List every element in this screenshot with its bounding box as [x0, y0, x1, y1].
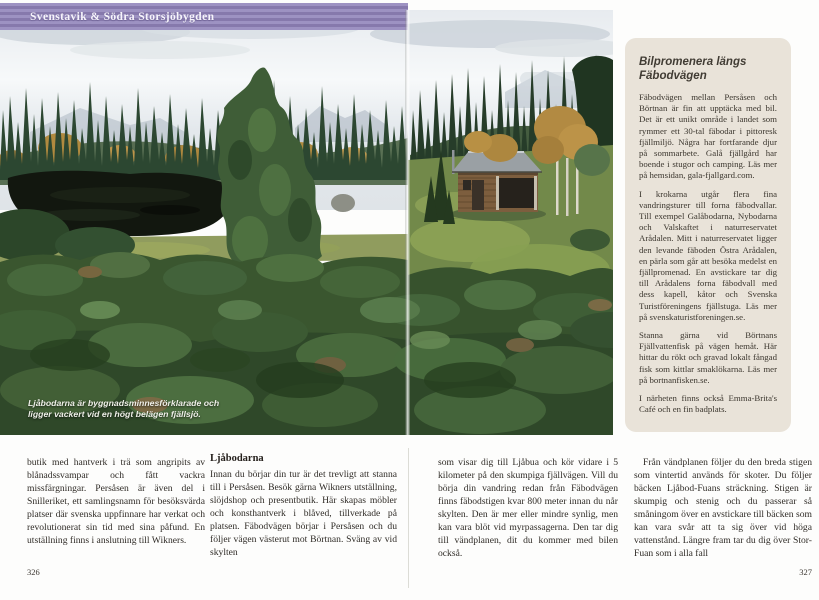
body-paragraph: butik med hantverk i trä som angripits av blånadssvampar och fått vackra missfärgningar. Persåsen är även del i Snilleriket, ett samlingsnamn för besöksvärda platser där svenska uppfinnare har verkat och revolutionerat sin tid med sina påfund. En utställning finns i anslutning till Wikners.	[27, 457, 205, 546]
landscape-photo-art	[0, 10, 613, 435]
sidebar-paragraph-1: Fäbodvägen mellan Persåsen och Börtnan är fin att upptäcka med bil. Det är ett unikt område i landet som rymmer ett 30-tal fäbodar i pittoresk fjällmiljö. Några har fortfarande djur på sommarbete. Galå fjällgård har boende i stugor och camping. Läs mer på hemsidan, gala-fjallgard.com.	[639, 92, 777, 181]
body-paragraph: som visar dig till Ljåbua och kör vidare i 5 kilometer på den skumpiga fjällvägen. Vill du börja din vandring redan från Fäbodvägen finns fäbodstigen kvar 800 meter innan du når skylten. Den är mer eller mindre synlig, men kan vara blöt vid myrpassagerna. Den tar dig till vändplanen, dit du kommer med bilen också.	[438, 457, 618, 559]
photo-caption-line-2: ligger vackert vid en högt belägen fjällsjö.	[28, 409, 201, 419]
sidebar-paragraph-4: I närheten finns också Emma-Brita's Café och en fin badplats.	[639, 393, 777, 415]
page-number-left: 326	[27, 567, 40, 577]
sidebar-box	[625, 38, 791, 432]
photo-caption	[28, 398, 243, 420]
right-page-column-2	[634, 456, 812, 560]
page-number-right: 327	[799, 567, 812, 577]
page-gutter-fold	[405, 10, 410, 435]
photo-caption-line-1: Ljåbodarna är byggnadsminnesförklarade och	[28, 398, 220, 408]
landscape-photo	[0, 10, 613, 435]
left-page-column-1	[27, 456, 205, 547]
column-heading-ljabodarna: Ljåbodarna	[210, 453, 264, 464]
sidebar-title: Bilpromenera längs Fäbodvägen	[639, 56, 747, 82]
body-paragraph: Innan du börjar din tur är det trevligt att stanna till i Persåsen. Besök gärna Wikners utställning, slöjdshop och presentbutik. Här skapas möbler och konsthantverk i blåved, tillverkade på platsen. Fäbodvägen börjar i Persåsen och du följer vägen västerut mot Börtnan. Sväng av vid skylten	[210, 469, 397, 558]
section-header-banner	[0, 3, 408, 30]
section-title: Svenstavik & Södra Storsjöbygden	[30, 10, 215, 23]
left-page-column-2	[210, 452, 397, 559]
sidebar-paragraph-3: Stanna gärna vid Börtnans Fjällvattenfisk på vägen hemåt. Här hittar du rökt och gravad lokalt fångad fisk som kittlar smaklökarna. Läs mer på bortnanfisken.se.	[639, 330, 777, 385]
right-page-column-1	[438, 456, 618, 560]
sidebar-paragraph-2: I krokarna utgår flera fina vandringsturer till forna fäbodvallar. Till exempel Galåbodarna, Nybodarna och Valskaftet i naturreservatet Arådalen. Mitt i naturreservatet ligger den levande fäboden Östra Arådalen, en pärla som går att besöka medelst en fjällpromenad. En avstickare tar dig till Arådalens forna fäbodvall med dess kapell, kåtor och Svenska Turistföreningens fjällstuga. Läs mer på svenskaturistforeningen.se.	[639, 188, 777, 322]
body-paragraph: Från vändplanen följer du den breda stigen som vintertid används för skoter. Du följer bäcken Ljåbod-Fuans sträckning. Stigen är skumpig och stenig och du passerar så småningom över en avstickare till bäcken som kan vara svår att ta sig över vid höga vattenstånd. Längre fram tar du dig över Stor-Fuan som i alla fall	[634, 457, 812, 559]
page-gutter-line	[408, 448, 409, 588]
